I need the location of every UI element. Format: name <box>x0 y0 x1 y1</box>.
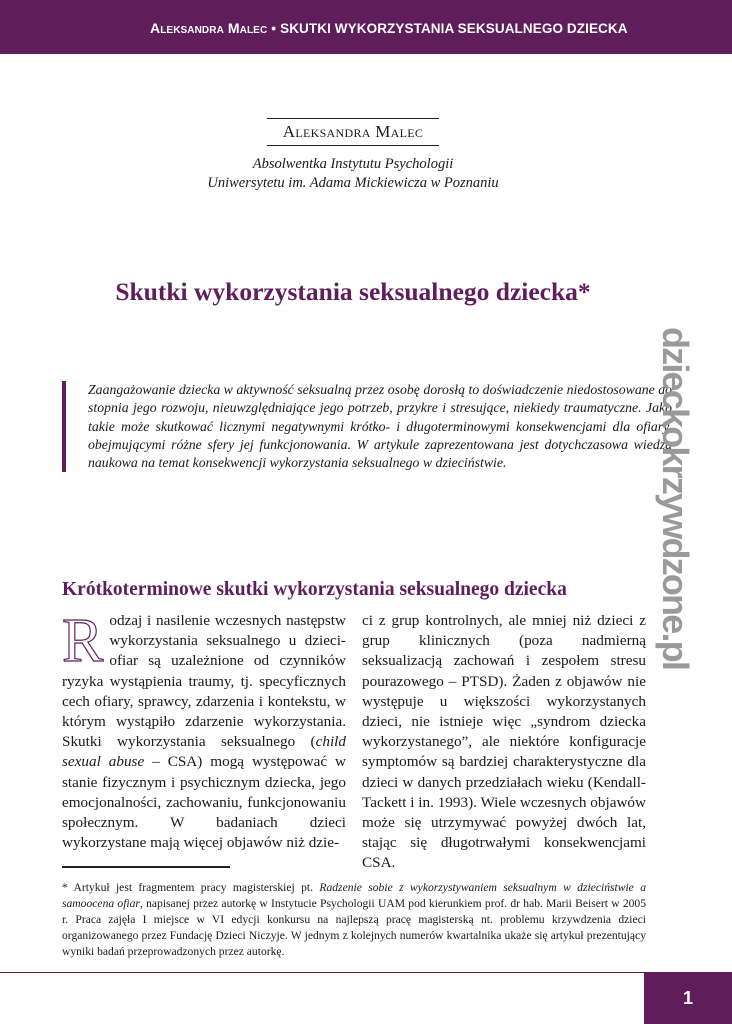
running-header <box>0 0 732 54</box>
body-column-right <box>362 611 646 874</box>
affiliation-line-1: Absolwentka Instytutu Psychologii <box>252 156 454 172</box>
footnote-divider <box>62 866 230 868</box>
header-separator: • <box>271 21 277 36</box>
body-text-a: odzaj i nasilenie wczesnych następstw wykorzystania seksualnego u dzieci-ofiar są uzależnione od czynników ryzyka wystąpienia traumy, tj. specyficznych cech ofiary, sprawcy, zdarzenia i kontekstu, w którym wystąpiło zdarzenie wykorzystania. Skutki wykorzystania seksualnego ( <box>62 612 346 751</box>
body-text-b: – CSA) mogą występować w stanie fizycznym i psychicznym dziecka, jego emocjonalności, zachowaniu, funkcjonowaniu społecznym. W badaniach dzieci wykorzystane mają więcej objawów niż dzie- <box>62 753 346 852</box>
body-paragraph-continued: ci z grup kontrolnych, ale mniej niż dzieci z grup klinicznych (poza nadmierną seksualizacją zachowań i zespołem stresu pourazowego – PTSD). Żaden z objawów nie występuje u większości wykorzystanych dzieci, nie istnieje więc „syndrom dziecka wykorzystanego”, ale niektóre konfiguracje symptomów są bardziej charakterystyczne dla dzieci w danych przedziałach wieku (Kendall-Tackett i in. 1993). Wiele wczesnych objawów może się utrzymywać powyżej dwóch lat, stając się długotrwałymi konsekwencjami CSA. <box>362 612 646 872</box>
header-running-title: SKUTKI WYKORZYSTANIA SEKSUALNEGO DZIECKA <box>280 21 628 36</box>
footer-rule <box>0 972 732 973</box>
author-affiliation <box>0 155 706 193</box>
author-name: Aleksandra Malec <box>267 118 439 146</box>
footnote-text-b: , napisanej przez autorkę w Instytucie Psychologii UAM pod kierunkiem prof. dr hab. Marii Beisert w 2005 r. Praca zajęła I miejsce w VI edycji konkursu na najlepszą pracę magisterską nt. problemu krzywdzenia dzieci organizowanego przez Fundację Dzieci Niczyje. W jednym z kolejnych numerów kwartalnika ukaże się artykuł prezentujący wyniki badań przeprowadzonych przez autorkę. <box>62 897 647 958</box>
footnote-text-a: * Artykuł jest fragmentem pracy magisterskiej pt. <box>62 881 320 894</box>
header-author: Aleksandra Malec <box>150 20 268 36</box>
drop-cap: R <box>62 607 104 675</box>
page-number: 1 <box>644 972 732 1024</box>
abstract: Zaangażowanie dziecka w aktywność seksualną przez osobę dorosłą to doświadczenie niedostosowane do stopnia jego rozwoju, nieuwzględniające jego potrzeb, przykre i stresujące, niekiedy traumatyczne. Jako takie może skutkować licznymi negatywnymi krótko- i długoterminowymi konsekwencjami dla ofiary, obejmującymi różne sfery jej funkcjonowania. W artykule zaprezentowana jest dotychczasowa wiedza naukowa na temat konsekwencji wykorzystania seksualnego w dzieciństwie. <box>62 381 672 472</box>
body-text-italic: child sexual abuse <box>62 733 346 771</box>
running-header-text <box>150 20 628 36</box>
body-paragraph <box>62 607 346 853</box>
watermark <box>645 326 705 670</box>
body-column-left <box>62 607 346 853</box>
affiliation-line-2: Uniwersytetu im. Adama Mickiewicza w Poznaniu <box>207 175 499 191</box>
footnote <box>62 880 646 960</box>
watermark-text: dzieckokrzywdzone.pl <box>655 326 696 670</box>
footnote-text-italic: Radzenie sobie z wykorzystywaniem seksualnym w dzieciństwie a samoocena ofiar <box>62 881 646 910</box>
author-block <box>0 118 706 193</box>
article-title: Skutki wykorzystania seksualnego dziecka* <box>115 277 591 306</box>
section-heading: Krótkoterminowe skutki wykorzystania seksualnego dziecka <box>62 579 567 600</box>
